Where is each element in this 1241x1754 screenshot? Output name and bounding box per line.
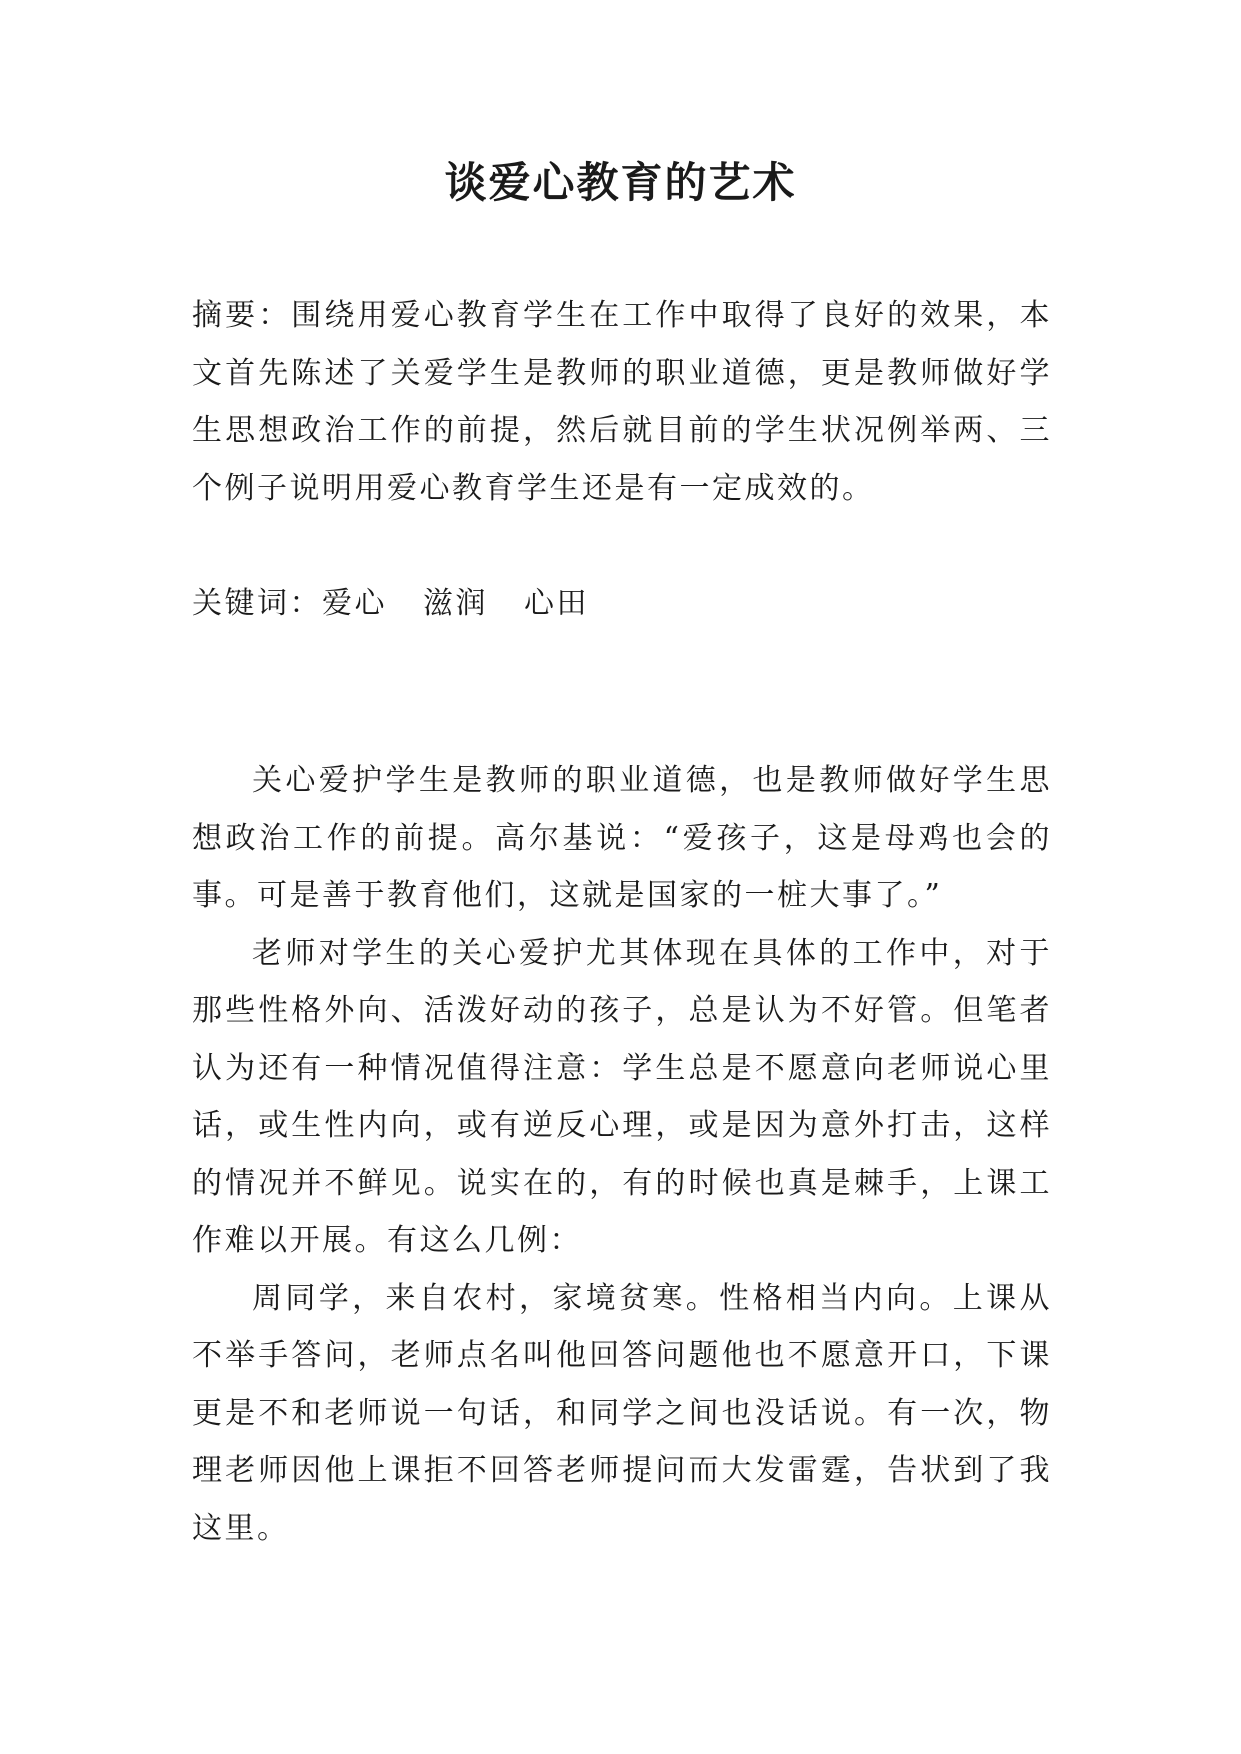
keywords-line (192, 575, 1052, 633)
body-paragraph: 老师对学生的关心爱护尤其体现在具体的工作中，对于那些性格外向、活泼好动的孩子，总是认为不好管。但笔者认为还有一种情况值得注意：学生总是不愿意向老师说心里话，或生性内向，或有逆反心理，或是因为意外打击，这样的情况并不鲜见。说实在的，有的时候也真是棘手，上课工作难以开展。有这么几例： (192, 935, 1052, 1258)
abstract: 摘要：围绕用爱心教育学生在工作中取得了良好的效果，本文首先陈述了关爱学生是教师的职业道德，更是教师做好学生思想政治工作的前提，然后就目前的学生状况例举两、三个例子说明用爱心教育学生还是有一定成效的。 (192, 298, 1052, 506)
keywords-label: 关键词： (192, 586, 322, 621)
body-paragraph: 周同学，来自农村，家境贫寒。性格相当内向。上课从不举手答问，老师点名叫他回答问题他也不愿意开口，下课更是不和老师说一句话，和同学之间也没话说。有一次，物理老师因他上课拒不回答老师提问而大发雷霆，告状到了我这里。 (192, 1280, 1052, 1546)
keyword: 滋润 (423, 586, 488, 621)
document-title: 谈爱心教育的艺术 (444, 158, 797, 207)
body-text (192, 752, 1052, 1557)
keyword: 心田 (524, 586, 589, 621)
body-paragraph: 关心爱护学生是教师的职业道德，也是教师做好学生思想政治工作的前提。高尔基说：“爱孩子，这是母鸡也会的事。可是善于教育他们，这就是国家的一桩大事了。” (192, 763, 1052, 913)
keyword: 爱心 (322, 586, 387, 621)
